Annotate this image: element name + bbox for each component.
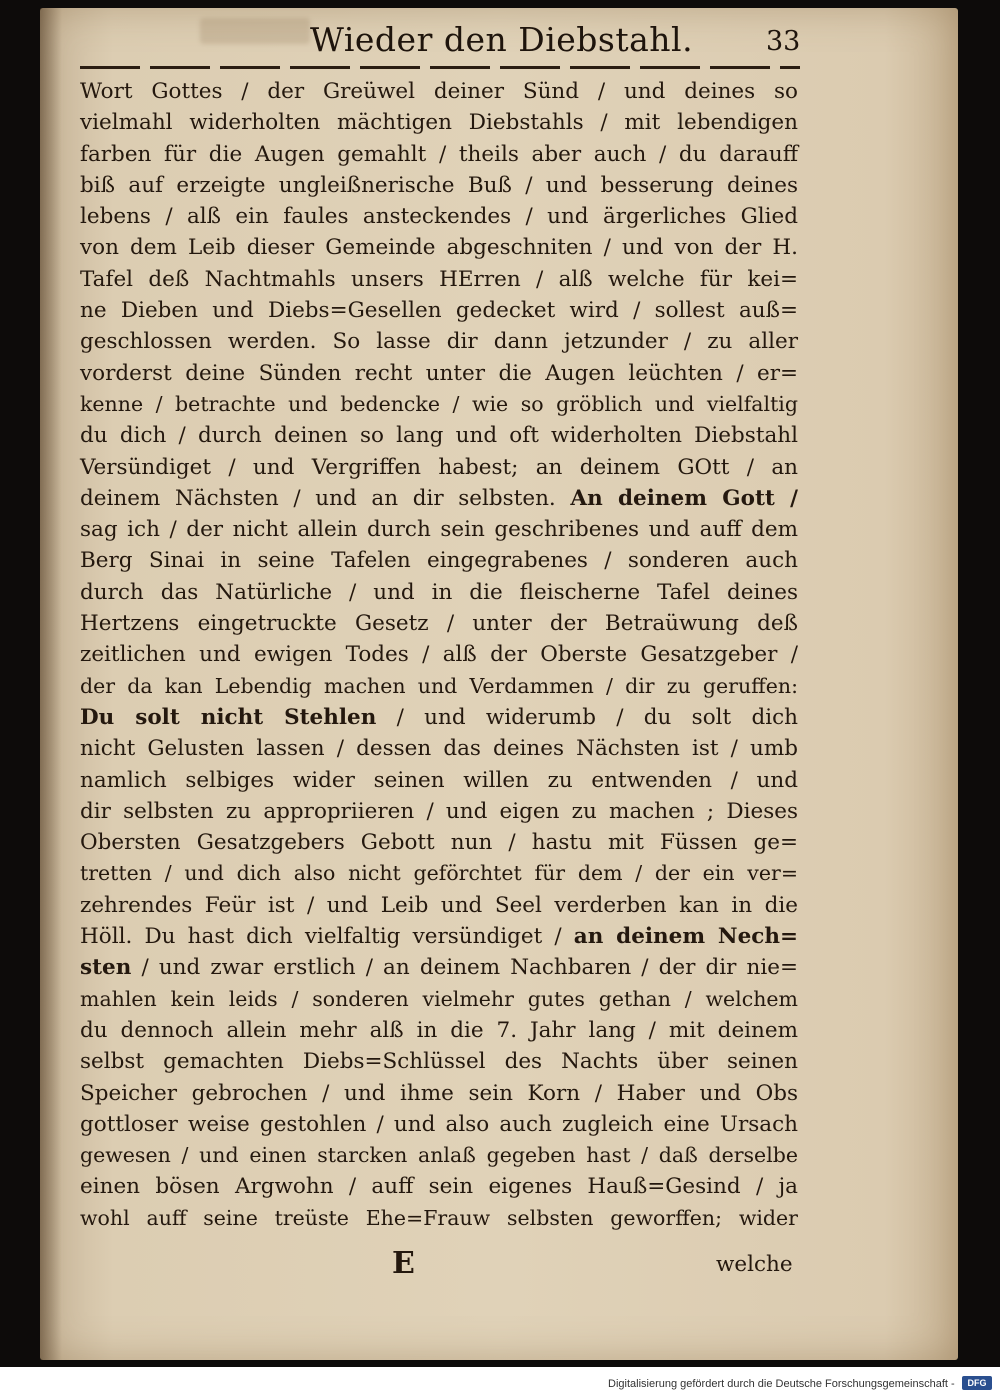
text-line: Hertzens eingetruckte Gesetz / unter der Betraüwung deß bbox=[80, 611, 798, 637]
text-line: selbst gemachten Diebs=Schlüssel des Nachts über seinen bbox=[80, 1049, 798, 1075]
header-rule bbox=[80, 66, 800, 69]
text-line: mahlen kein leids / sonderen vielmehr gutes gethan / welchem bbox=[80, 986, 798, 1011]
text-line: Speicher gebrochen / und ihme sein Korn / Haber und Obs bbox=[80, 1080, 798, 1106]
emphasis-sten: sten bbox=[80, 955, 132, 981]
text-line-with-emphasis bbox=[80, 921, 798, 952]
text-line: zeitlichen und ewigen Todes / alß der Oberste Gesatzgeber / bbox=[80, 642, 798, 668]
text-line: Obersten Gesatzgebers Gebott nun / hastu mit Füssen ge= bbox=[80, 830, 798, 856]
emphasis-du-solt-nicht-stehlen: Du solt nicht Stehlen bbox=[80, 704, 377, 730]
text-line: biß auf erzeigte ungleißnerische Buß / und besserung deines bbox=[80, 172, 798, 198]
text-line: durch das Natürliche / und in die fleischerne Tafel deines bbox=[80, 579, 798, 605]
text-line: Wort Gottes / der Greüwel deiner Sünd / und deines so bbox=[80, 79, 798, 104]
running-head: Wieder den Diebstahl. bbox=[310, 20, 694, 59]
text-line: Versündiget / und Vergriffen habest; an deinem GOtt / an bbox=[80, 454, 798, 480]
emphasis-an-deinem-gott: An deinem Gott / bbox=[570, 485, 798, 511]
catchword: welche bbox=[716, 1252, 793, 1277]
page-header bbox=[80, 20, 800, 66]
text-line: vorderst deine Sünden recht unter die Augen leüchten / er= bbox=[80, 360, 798, 386]
text-line: vielmahl widerholten mächtigen Diebstahls / mit lebendigen bbox=[80, 110, 798, 136]
text-line: zehrendes Feür ist / und Leib und Seel verderben kan in die bbox=[80, 892, 798, 918]
body-text bbox=[80, 76, 798, 1234]
text-line: gottloser weise gestohlen / und also auch zugleich eine Ursach bbox=[80, 1111, 798, 1137]
signature-mark: E bbox=[392, 1246, 415, 1281]
text-segment: / und zwar erstlich / an deinem Nachbaren / der dir nie= bbox=[141, 955, 798, 981]
text-line: ne Dieben und Diebs=Gesellen gedecket wird / sollest auß= bbox=[80, 298, 798, 324]
page-gutter-shadow bbox=[40, 8, 62, 1360]
dfg-logo-icon: DFG bbox=[962, 1376, 992, 1390]
digitization-footer bbox=[0, 1367, 1000, 1397]
text-line: gewesen / und einen starcken anlaß gegeben hast / daß derselbe bbox=[80, 1143, 798, 1168]
funding-credit: Digitalisierung gefördert durch die Deutsche Forschungsgemeinschaft - bbox=[608, 1378, 955, 1390]
text-line: tretten / und dich also nicht geförchtet für dem / der ein ver= bbox=[80, 861, 798, 886]
text-line: kenne / betrachte und bedencke / wie so gröblich und vielfaltig bbox=[80, 391, 798, 416]
text-line: wohl auff seine treüste Ehe=Frauw selbsten geworffen; wider bbox=[80, 1205, 798, 1230]
text-line: namlich selbiges wider seinen willen zu entwenden / und bbox=[80, 767, 798, 793]
text-line: nicht Gelusten lassen / dessen das deines Nächsten ist / umb bbox=[80, 736, 798, 762]
text-line: sag ich / der nicht allein durch sein geschribenes und auff dem bbox=[80, 517, 798, 543]
text-line-with-emphasis bbox=[80, 483, 798, 514]
text-line: lebens / alß ein faules ansteckendes / und ärgerliches Glied bbox=[80, 204, 798, 230]
text-line: geschlossen werden. So lasse dir dann jetzunder / zu aller bbox=[80, 329, 798, 355]
text-segment: / und widerumb / du solt dich bbox=[396, 704, 798, 730]
text-line: von dem Leib dieser Gemeinde abgeschniten / und von der H. bbox=[80, 235, 798, 261]
text-segment: deinem Nächsten / und an dir selbsten. bbox=[80, 485, 556, 511]
emphasis-an-deinem-nech: an deinem Nech= bbox=[573, 924, 798, 950]
page-number: 33 bbox=[766, 26, 801, 57]
text-segment: Höll. Du hast dich vielfaltig versündiget / bbox=[80, 924, 562, 950]
text-line: einen bösen Argwohn / auff sein eigenes Hauß=Gesind / ja bbox=[80, 1174, 798, 1200]
text-line: du dennoch allein mehr alß in die 7. Jahr lang / mit deinem bbox=[80, 1017, 798, 1043]
text-line: du dich / durch deinen so lang und oft widerholten Diebstahl bbox=[80, 423, 798, 449]
text-line-with-emphasis bbox=[80, 702, 798, 733]
text-line: Berg Sinai in seine Tafelen eingegrabenes / sonderen auch bbox=[80, 548, 798, 574]
text-line-with-emphasis bbox=[80, 952, 798, 983]
text-line: der da kan Lebendig machen und Verdammen / dir zu geruffen: bbox=[80, 673, 798, 698]
text-line: Tafel deß Nachtmahls unsers HErren / alß welche für kei= bbox=[80, 266, 798, 292]
text-line: dir selbsten zu appropriieren / und eigen zu machen ; Dieses bbox=[80, 798, 798, 824]
text-line: farben für die Augen gemahlt / theils aber auch / du darauff bbox=[80, 141, 798, 167]
